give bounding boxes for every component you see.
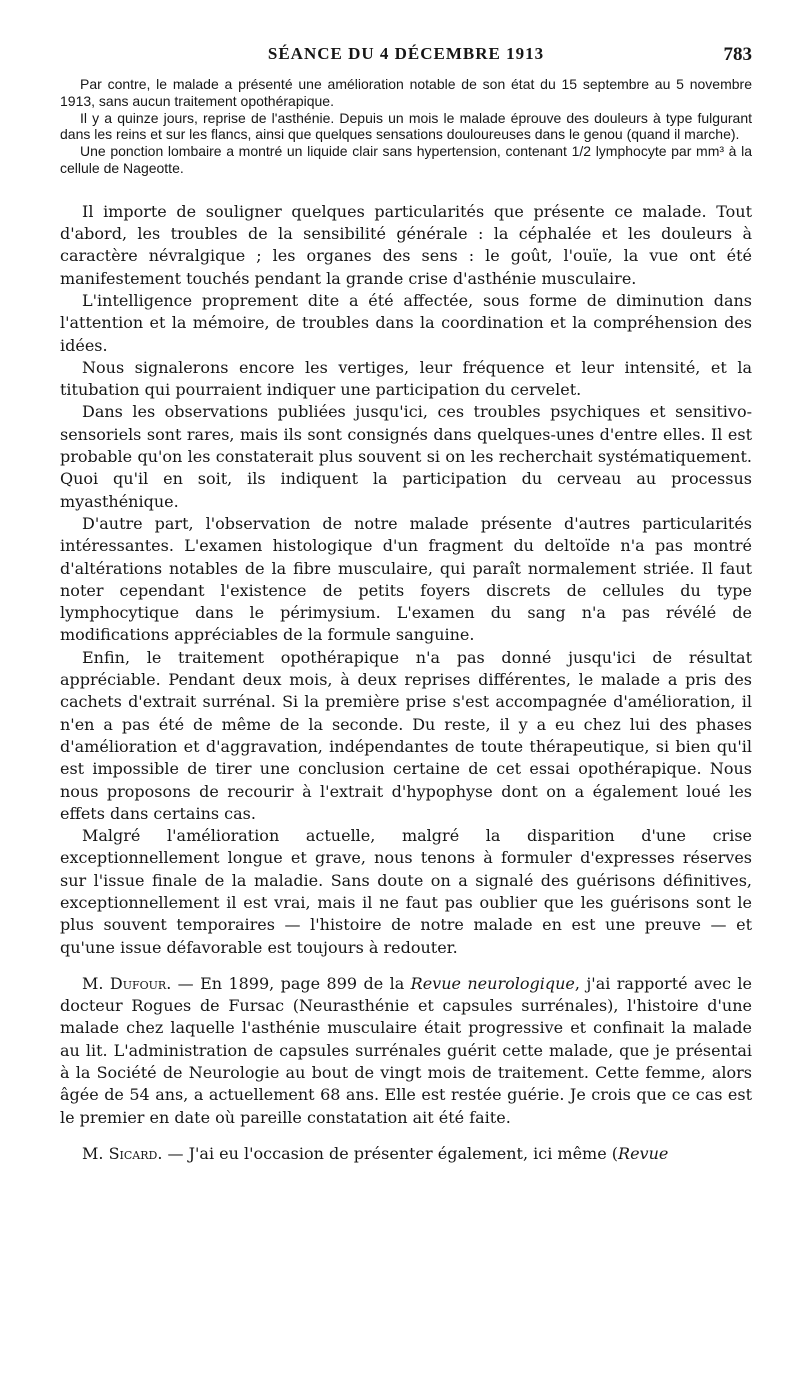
running-head	[60, 44, 752, 72]
discussion-text	[60, 201, 752, 1165]
observation-paragraph: Une ponction lombaire a montré un liquide clair sans hypertension, contenant 1/2 lymphocyte par mm³ à la cellule de Nageotte.	[60, 143, 752, 176]
remark-text: . — J'ai eu l'occasion de présenter également, ici même (	[157, 1143, 619, 1163]
speaker-prefix: M.	[82, 1143, 109, 1163]
discussion-paragraph: Dans les observations publiées jusqu'ici, ces troubles psychiques et sensitivo-sensoriels sont rares, mais ils sont consignés dans quelques-unes d'entre elles. Il est probable qu'on les constaterait plus souvent si on les recherchait systématiquement. Quoi qu'il en soit, ils indiquent la participation du cerveau au processus myasthénique.	[60, 402, 752, 511]
running-title: SÉANCE DU 4 DÉCEMBRE 1913	[267, 44, 545, 63]
discussion-paragraph: Nous signalerons encore les vertiges, leur fréquence et leur intensité, et la titubation qui pourraient indiquer une participation du cervelet.	[60, 357, 752, 400]
discussion-paragraph: Il importe de souligner quelques particularités que présente ce malade. Tout d'abord, les troubles de la sensibilité générale : la céphalée et les douleurs à caractère névralgique ; les organes des sens : le goût, l'ouïe, la vue ont été manifestement touchés pendant la grande crise d'asthénie musculaire.	[60, 201, 752, 288]
dufour-remark	[60, 973, 752, 1129]
discussion-paragraph: Enfin, le traitement opothérapique n'a pas donné jusqu'ici de résultat appréciable. Pendant deux mois, à deux reprises différentes, le malade a pris des cachets d'extrait surrénal. Si la première prise s'est accompagnée d'amélioration, il n'en a pas été de même de la seconde. Du reste, il y a eu chez lui des phases d'amélioration et d'aggravation, indépendantes de toute thérapeutique, si bien qu'il est impossible de tirer une conclusion certaine de cet essai opothérapique. Nous nous proposons de recourir à l'extrait d'hypophyse dont on a également loué les effets dans certains cas.	[60, 647, 752, 823]
observation-paragraph: Il y a quinze jours, reprise de l'asthénie. Depuis un mois le malade éprouve des douleurs à type fulgurant dans les reins et sur les flancs, ainsi que quelques sensations douloureuses dans le genou (quand il marche).	[60, 109, 752, 143]
remark-text: , j'ai rapporté avec le docteur Rogues de Fursac (Neurasthénie et capsules surrénales), l'histoire d'une malade chez laquelle l'asthénie musculaire était progressive et confinait la malade au lit. L'administration de capsules surrénales guérit cette malade, que je présentai à la Société de Neurologie au bout de vingt mois de traitement. Cette femme, alors âgée de 54 ans, a actuellement 68 ans. Elle est restée guérie. Je crois que ce cas est le premier en date où pareille constatation ait été faite.	[60, 973, 752, 1127]
speaker-name-dufour: Dufour	[109, 973, 167, 993]
page-number: 783	[723, 44, 752, 65]
discussion-paragraph: D'autre part, l'observation de notre malade présente d'autres particularités intéressantes. L'examen histologique d'un fragment du deltoïde n'a pas montré d'altérations notables de la fibre musculaire, qui paraît normalement striée. Il faut noter cependant l'existence de petits foyers discrets de cellules du type lymphocytique dans le périmysium. L'examen du sang n'a pas révélé de modifications appréciables de la formule sanguine.	[60, 513, 752, 645]
journal-title: Revue	[618, 1143, 669, 1163]
remark-text: . — En 1899, page 899 de la	[166, 973, 411, 993]
observation-paragraph: Par contre, le malade a présenté une amélioration notable de son état du 15 septembre au 5 novembre 1913, sans aucun traitement opothérapique.	[60, 76, 752, 109]
speaker-name-sicard: Sicard	[108, 1143, 158, 1163]
observation-notes	[60, 76, 752, 177]
speaker-prefix: M.	[82, 973, 110, 993]
sicard-remark	[60, 1143, 752, 1165]
journal-title: Revue neurologique	[410, 973, 575, 993]
discussion-paragraph: Malgré l'amélioration actuelle, malgré la disparition d'une crise exceptionnellement longue et grave, nous tenons à formuler d'expresses réserves sur l'issue finale de la maladie. Sans doute on a signalé des guérisons définitives, exceptionnellement il est vrai, mais il ne faut pas oublier que les guérisons sont le plus souvent temporaires — l'histoire de notre malade en est une preuve — et qu'une issue défavorable est toujours à redouter.	[60, 826, 752, 957]
discussion-paragraph: L'intelligence proprement dite a été affectée, sous forme de diminution dans l'attention et la mémoire, de troubles dans la coordination et la compréhension des idées.	[60, 290, 752, 355]
